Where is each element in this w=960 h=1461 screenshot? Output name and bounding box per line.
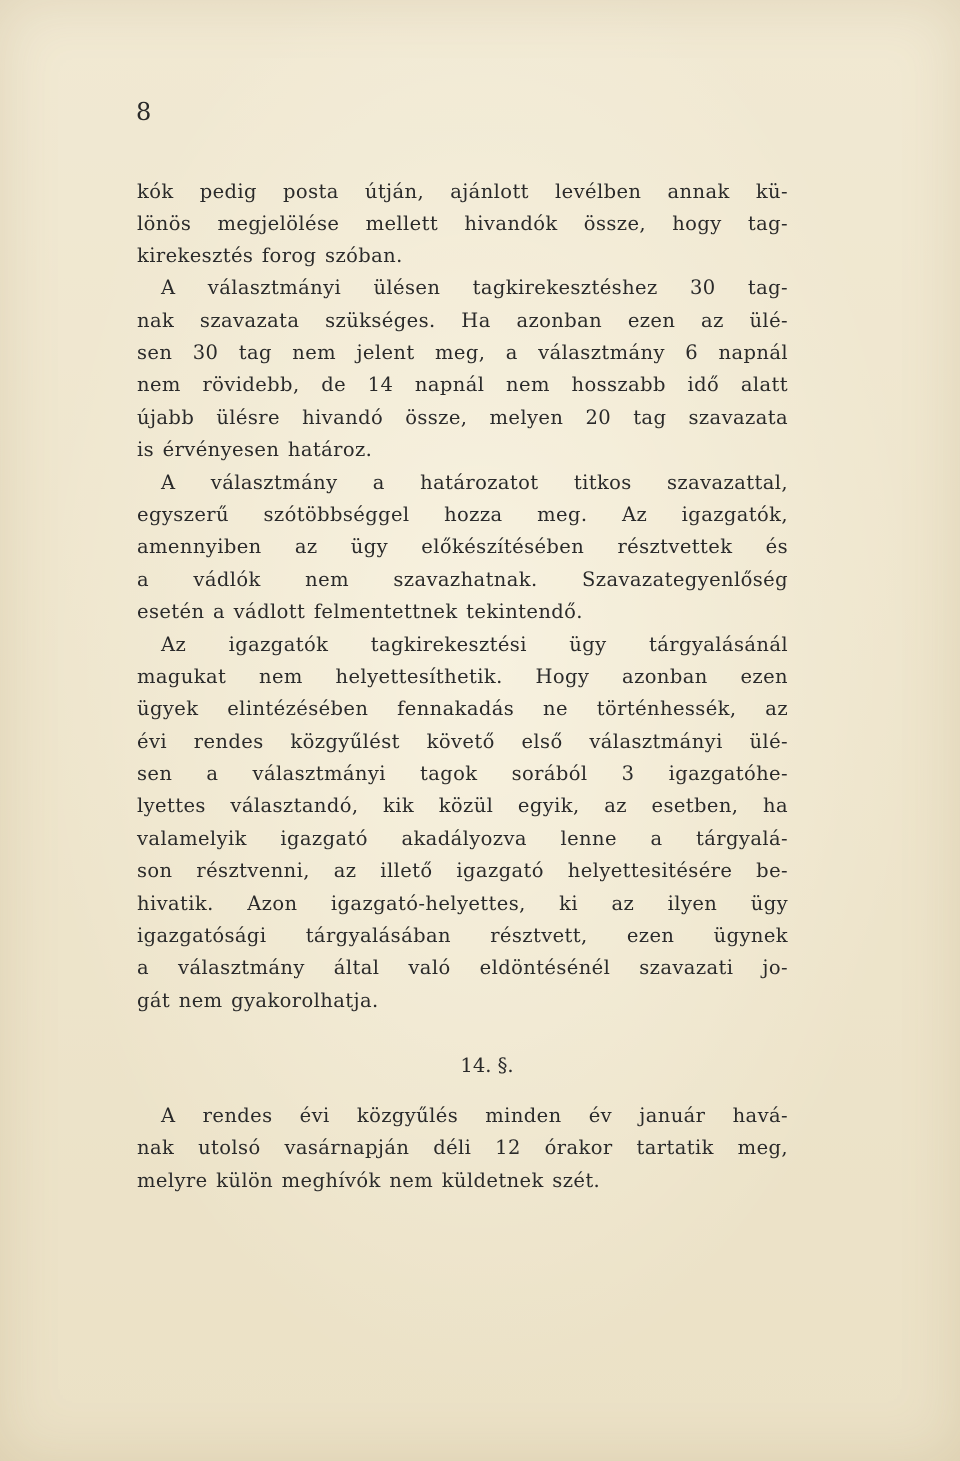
text-line: lönös megjelölése mellett hivandók össze, hogy tag- [137,212,788,235]
text-line: hivatik. Azon igazgató-helyettes, ki az ilyen ügy [137,892,788,915]
text-line: nak utolsó vasárnapján déli 12 órakor tartatik meg, [137,1136,788,1159]
text-line: nem rövidebb, de 14 napnál nem hosszabb idő alatt [137,373,788,396]
text-line: egyszerű szótöbbséggel hozza meg. Az igazgatók, [137,503,788,526]
text-line: a vádlók nem szavazhatnak. Szavazategyenlőség [137,568,788,591]
text-line: a választmány által való eldöntésénél szavazati jo- [137,956,788,979]
text-line: is érvényesen határoz. [137,438,373,461]
text-line: Az igazgatók tagkirekesztési ügy tárgyalásánál [161,633,788,656]
text-line: újabb ülésre hivandó össze, melyen 20 tag szavazata [137,406,788,429]
text-line: kók pedig posta útján, ajánlott levélben annak kü- [137,180,788,203]
text-line: A rendes évi közgyűlés minden év január havá- [161,1104,788,1127]
text-line: kirekesztés forog szóban. [137,244,403,267]
text-line: A választmányi ülésen tagkirekesztéshez 30 tag- [161,276,788,299]
text-line: ügyek elintézésében fennakadás ne történhessék, az [137,697,788,720]
text-line: melyre külön meghívók nem küldetnek szét. [137,1169,601,1192]
text-line: son résztvenni, az illető igazgató helyettesitésére be- [137,859,788,882]
text-line: gát nem gyakorolhatja. [137,989,379,1012]
text-line: magukat nem helyettesíthetik. Hogy azonban ezen [137,665,788,688]
text-line: sen a választmányi tagok sorából 3 igazgatóhe- [137,762,788,785]
text-line: valamelyik igazgató akadályozva lenne a tárgyalá- [137,827,788,850]
text-line: nak szavazata szükséges. Ha azonban ezen az ülé- [137,309,788,332]
section-heading: 14. §. [460,1054,514,1077]
text-line: A választmány a határozatot titkos szavazattal, [161,471,788,494]
text-line: lyettes választandó, kik közül egyik, az esetben, ha [137,794,788,817]
text-line: esetén a vádlott felmentettnek tekintendő. [137,600,583,623]
text-line: évi rendes közgyűlést követő első választmányi ülé- [137,730,788,753]
text-line: igazgatósági tárgyalásában résztvett, ezen ügynek [137,924,788,947]
text-line: sen 30 tag nem jelent meg, a választmány 6 napnál [137,341,788,364]
page-number: 8 [136,98,152,126]
text-line: amennyiben az ügy előkészítésében résztvettek és [137,535,788,558]
